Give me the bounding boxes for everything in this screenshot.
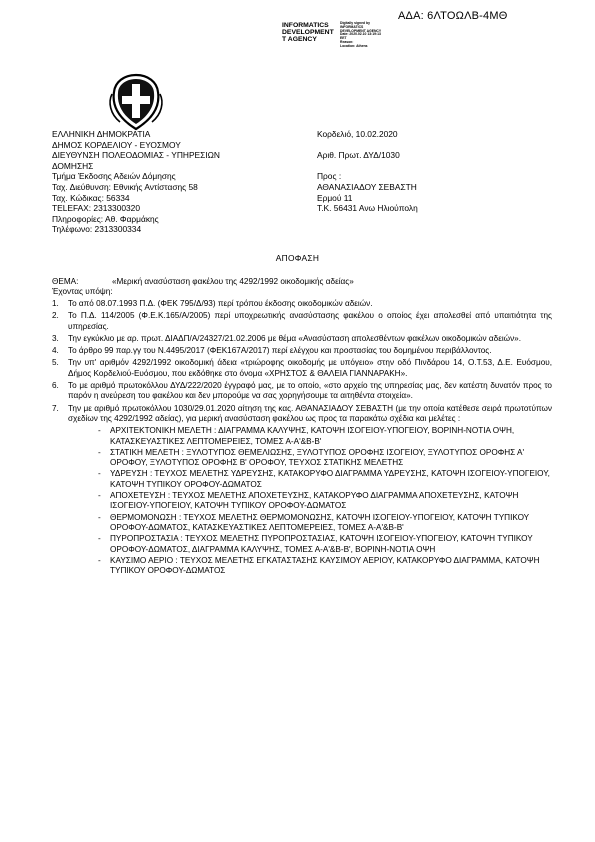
recipient-label: Προς : [317, 171, 342, 182]
dash-bullet: - [98, 555, 101, 565]
dash-bullet: - [98, 512, 101, 522]
list-item-text: Την υπ' αριθμόν 4292/1992 οικοδομική άδεια «τριώροφης οικοδομής με υπόγειο» στην οδό Πινδάρου 14, Ο.Τ.53, Δ.Ε. Ευόσμου, Δήμος Κορδελιού-Ευόσμου, που εκδόθηκε στο όνομα «ΧΡΗΣΤΟΣ & ΘΑΛΕΙΑ ΓΙΑΝΝΑΡΑΚΗ». [68, 358, 552, 378]
dash-bullet: - [98, 426, 101, 436]
study-text: ΘΕΡΜΟΜΟΝΩΣΗ : ΤΕΥΧΟΣ ΜΕΛΕΤΗΣ ΘΕΡΜΟΜΟΝΩΣΗΣ, ΚΑΤΟΨΗ ΙΣΟΓΕΙΟΥ-ΥΠΟΓΕΙΟΥ, ΚΑΤΟΨΗ ΤΥΠΙΚΟΥ ΟΡΟΦΟΥ-ΔΩΜΑΤΟΣ, ΚΑΤΑΣΚΕΥΑΣΤΙΚΕΣ ΛΕΠΤΟΜΕΡΕΙΕΣ, ΤΟΜΕΣ Α-Α'&Β-Β' [110, 512, 529, 532]
study-item [98, 534, 552, 555]
header-left-line: Πληροφορίες: Αθ. Φαρμάκης [52, 213, 159, 224]
header-left-line: ΔΙΕΥΘΥΝΣΗ ΠΟΛΕΟΔΟΜΙΑΣ - ΥΠΗΡΕΣΙΩΝ [52, 150, 220, 161]
header-left-line: Τηλέφωνο: 2313300334 [52, 224, 142, 235]
study-item [98, 513, 552, 534]
agency-logo-line: INFORMATICS [282, 22, 329, 29]
dash-bullet: - [98, 447, 101, 457]
list-item-text: Την εγκύκλιο με αρ. πρωτ. ΔΙΑΔΠ/Α/24327/21.02.2006 με θέμα «Ανασύσταση απολεσθέντων φακέλων οικοδομικών αδειών». [68, 333, 521, 343]
signature-line: Location: Athens [340, 43, 368, 48]
study-text: ΑΡΧΙΤΕΚΤΟΝΙΚΗ ΜΕΛΕΤΗ : ΔΙΑΓΡΑΜΜΑ ΚΑΛΥΨΗΣ, ΚΑΤΟΨΗ ΙΣΟΓΕΙΟΥ-ΥΠΟΓΕΙΟΥ, ΒΟΡΙΝΗ-ΝΟΤΙΑ ΟΨΗ, ΚΑΤΑΣΚΕΥΑΣΤΙΚΕΣ ΛΕΠΤΟΜΕΡΕΙΕΣ, ΤΟΜΕΣ Α-Α'&Β-Β' [110, 426, 515, 446]
study-text: ΣΤΑΤΙΚΗ ΜΕΛΕΤΗ : ΞΥΛΟΤΥΠΟΣ ΘΕΜΕΛΙΩΣΗΣ, ΞΥΛΟΤΥΠΟΣ ΟΡΟΦΗΣ ΙΣΟΓΕΙΟΥ, ΞΥΛΟΤΥΠΟΣ ΟΡΟΦΗΣ Α' ΟΡΟΦΟΥ, ΞΥΛΟΤΥΠΟΣ ΟΡΟΦΗΣ Β' ΟΡΟΦΟΥ, ΤΕΥΧΟΣ ΣΤΑΤΙΚΗΣ ΜΕΛΕΤΗΣ [110, 447, 525, 468]
list-item [52, 358, 552, 379]
issuing-authority-block [52, 129, 282, 235]
subject-line [52, 277, 552, 297]
study-text: ΥΔΡΕΥΣΗ : ΤΕΥΧΟΣ ΜΕΛΕΤΗΣ ΥΔΡΕΥΣΗΣ, ΚΑΤΑΚΟΡΥΦΟ ΔΙΑΓΡΑΜΜΑ ΥΔΡΕΥΣΗΣ, ΚΑΤΟΨΗ ΙΣΟΓΕΙΟΥ-ΥΠΟΓΕΙΟΥ, ΚΑΤΟΨΗ ΤΥΠΙΚΟΥ ΟΡΟΦΟΥ-ΔΩΜΑΤΟΣ [110, 469, 550, 489]
signature-line: Date: 2020.02.10 13:19:13 [340, 32, 381, 37]
header-left-line: ΔΗΜΟΣ ΚΟΡΔΕΛΙΟΥ - ΕΥΟΣΜΟΥ [52, 139, 181, 150]
date-recipient-block [317, 129, 547, 214]
agency-logo-line: DEVELOPMENT [282, 29, 334, 37]
study-item [98, 469, 552, 490]
list-item-number: 2. [52, 311, 59, 321]
list-item-text: Το άρθρο 99 παρ.γγ του Ν.4495/2017 (ΦΕΚ167Α/2017) περί ελέγχου και προστασίας του δομημένου περιβάλλοντος. [68, 346, 492, 356]
study-item [98, 426, 552, 447]
header-left-line: ΔΟΜΗΣΗΣ [52, 160, 94, 171]
list-item [52, 334, 552, 344]
recipient-street: Ερμού 11 [317, 192, 353, 203]
list-item [52, 346, 552, 356]
study-text: ΚΑΥΣΙΜΟ ΑΕΡΙΟ : ΤΕΥΧΟΣ ΜΕΛΕΤΗΣ ΕΓΚΑΤΑΣΤΑΣΗΣ ΚΑΥΣΙΜΟΥ ΑΕΡΙΟΥ, ΚΑΤΑΚΟΡΥΦΟ ΔΙΑΓΡΑΜΜΑ, ΚΑΤΟΨΗ ΤΥΠΙΚΟΥ ΟΡΟΦΟΥ-ΔΩΜΑΤΟΣ [110, 555, 540, 576]
list-item-number: 1. [52, 299, 59, 308]
list-item-text: Την με αριθμό πρωτοκόλλου 1030/29.01.2020 αίτηση της κας. ΑΘΑΝΑΣΙΑΔΟΥ ΣΕΒΑΣΤΗ (με την οποία κατέθεσε σειρά πρωτοτύπων σχεδίων της 4292/1992 αδείας), για μερική ανασύσταση φακέλου ως προς τα παρακάτω σχέδια και μελέτες : [68, 403, 552, 423]
list-item-text: Το με αριθμό πρωτοκόλλου ΔΥΔ/222/2020 έγγραφό μας, με το οποίο, «στο αρχείο της υπηρεσίας μας, δεν κατέστη δυνατόν προς το παρόν η ανεύρεση του φακέλου και δεν μπορούμε να σας χορηγήσουμε τα αιτηθέντα στοιχεία». [68, 381, 552, 401]
list-item-number: 6. [52, 381, 59, 391]
considerations-list [52, 299, 552, 577]
list-item [52, 381, 552, 402]
document-date: Κορδελιό, 10.02.2020 [317, 129, 398, 139]
list-item-text: Το Π.Δ. 114/2005 (Φ.Ε.Κ.165/Α/2005) περί υποχρεωτικής ανασύστασης φακέλου ο οποίος έχει απολεσθεί από υπαιτιότητα της υπηρεσίας. [68, 311, 552, 331]
greek-emblem-icon [106, 72, 166, 132]
recipient-name: ΑΘΑΝΑΣΙΑΔΟΥ ΣΕΒΑΣΤΗ [317, 181, 417, 192]
study-item [98, 556, 552, 577]
digital-signature-text [340, 22, 381, 49]
list-item [52, 404, 552, 425]
header-left-line: TELEFAX: 2313300320 [52, 203, 141, 214]
study-item [98, 491, 552, 512]
dash-bullet: - [98, 491, 101, 501]
document-title: ΑΠΟΦΑΣΗ [275, 253, 320, 263]
study-item [98, 448, 552, 469]
ada-code: ΑΔΑ: 6ΛΤΟΩΛΒ-4ΜΘ [398, 10, 508, 22]
list-item-number: 5. [52, 358, 59, 368]
recipient-postcode: Τ.Κ. 56431 Ανω Ηλιούπολη [317, 203, 418, 214]
list-item [52, 299, 552, 309]
agency-logo [282, 22, 334, 44]
subject-text: «Μερική ανασύσταση φακέλου της 4292/1992 οικοδομικής αδείας» [112, 277, 354, 286]
list-item-number: 4. [52, 346, 59, 356]
header-left-line: Ταχ. Διεύθυνση: Εθνικής Αντίστασης 58 [52, 181, 198, 192]
signature-line: Reason: [340, 39, 354, 44]
dash-bullet: - [98, 534, 101, 544]
spacer-line [317, 140, 547, 151]
list-item [52, 311, 552, 332]
header-left-line: ΕΛΛΗΝΙΚΗ ΔΗΜΟΚΡΑΤΙΑ [52, 129, 151, 139]
list-item-number: 7. [52, 403, 59, 413]
dash-bullet: - [98, 469, 101, 479]
signature-line: DEVELOPMENT AGENCY [340, 28, 382, 33]
list-item-text: Το από 08.07.1993 Π.Δ. (ΦΕΚ 795/Δ/93) περί τρόπου έκδοσης οικοδομικών αδειών. [68, 299, 373, 308]
signature-line: INFORMATICS [340, 24, 364, 29]
subject-label: ΘΕΜΑ: [52, 277, 79, 286]
protocol-number: Αριθ. Πρωτ. ΔΥΔ/1030 [317, 150, 400, 161]
agency-logo-line: T AGENCY [282, 36, 317, 44]
having-regard-label: Έχοντας υπόψη: [52, 287, 113, 297]
study-text: ΑΠΟΧΕΤΕΥΣΗ : ΤΕΥΧΟΣ ΜΕΛΕΤΗΣ ΑΠΟΧΕΤΕΥΣΗΣ, ΚΑΤΑΚΟΡΥΦΟ ΔΙΑΓΡΑΜΜΑ ΑΠΟΧΕΤΕΥΣΗΣ, ΚΑΤΟΨΗ ΙΣΟΓΕΙΟΥ-ΥΠΟΓΕΙΟΥ, ΚΑΤΟΨΗ ΤΥΠΙΚΟΥ ΟΡΟΦΟΥ-ΔΩΜΑΤΟΣ [110, 491, 519, 511]
signature-line: Digitally signed by [340, 21, 370, 25]
spacer-line [317, 161, 547, 172]
study-text: ΠΥΡΟΠΡΟΣΤΑΣΙΑ : ΤΕΥΧΟΣ ΜΕΛΕΤΗΣ ΠΥΡΟΠΡΟΣΤΑΣΙΑΣ, ΚΑΤΟΨΗ ΙΣΟΓΕΙΟΥ-ΥΠΟΓΕΙΟΥ, ΚΑΤΟΨΗ ΤΥΠΙΚΟΥ ΟΡΟΦΟΥ-ΔΩΜΑΤΟΣ, ΔΙΑΓΡΑΜΜΑ ΚΑΛΥΨΗΣ, ΤΟΜΕΣ Α-Α'&Β-Β', ΒΟΡΙΝΗ-ΝΟΤΙΑ ΟΨΗ [110, 534, 533, 554]
signature-line: EET [340, 36, 347, 41]
header-left-line: Τμήμα Έκδοσης Αδειών Δόμησης [52, 171, 176, 182]
list-item-number: 3. [52, 333, 59, 343]
header-left-line: Ταχ. Κώδικας: 56334 [52, 192, 130, 203]
